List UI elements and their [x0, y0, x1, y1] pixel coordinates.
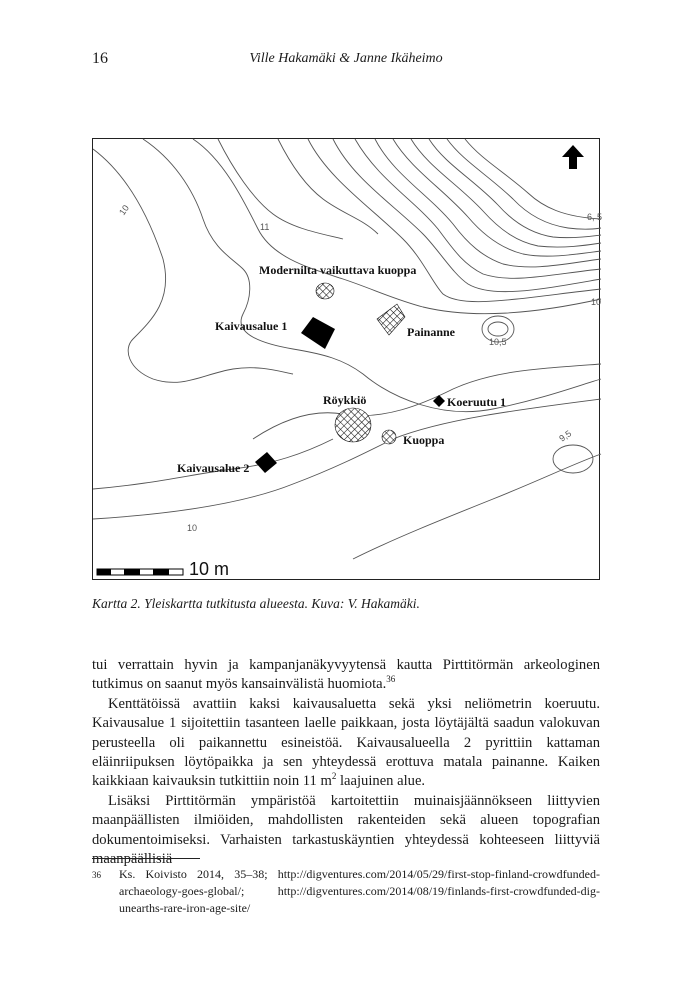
label-test-pit-1: Koeruutu 1 — [447, 395, 507, 409]
contour-label: 10 — [187, 523, 198, 533]
footnote-text: Ks. Koivisto 2014, 35–38; http://digventures.com/2014/05/29/first-stop-finland-crowdfunded-archaeology-goes-global/; http://digventures.com/2014/08/19/finlands-first-crowdfunded-dig-unearths-rare-iron-age-site/ — [119, 867, 600, 915]
label-modern-pit: Modernilta vaikuttava kuoppa — [259, 263, 417, 277]
body-text — [92, 656, 600, 869]
contour-label: 9,5 — [557, 428, 574, 444]
footnote-ref: 36 — [386, 674, 396, 685]
label-excavation-1: Kaivausalue 1 — [215, 319, 288, 333]
test-pit-1-marker — [433, 395, 445, 407]
paragraph-1-text: tui verrattain hyvin ja kampanjanäkyvyytensä kautta Pirttitörmän arkeologinen tutkimus on saanut myös kansainvälistä huomiota. — [92, 657, 600, 693]
paragraph: Lisäksi Pirttitörmän ympäristöä kartoitettiin muinaisjäännökseen liittyvien maanpäällisten ilmiöiden, mahdollisten rakenteiden sekä alueen topografian dokumentoimiseksi. Varhaisten tarkastuskäyntien yhteydessä kohteeseen liittyviä maanpäällisiä — [92, 792, 600, 868]
paragraph-2-text: Kenttätöissä avattiin kaksi kaivausaluetta sekä yksi neliömetrin koeruutu. Kaivausalue 1 sijoitettiin tasanteen laelle paikkaan, josta löytäjältä saadun valokuvan perusteella oli paikannettu esineistöä. Kaivausalueella 2 pyrittiin kattaman eläinriipuksen löytöpaikka ja sen yhteydessä erottuva matala painanne. Kaiken kaikkiaan kaivauksin tutkittiin noin 11 m — [92, 695, 600, 790]
contour-label: 6, 5 — [587, 212, 603, 222]
running-head: Ville Hakamäki & Janne Ikäheimo — [249, 51, 443, 66]
excavation-area-2-marker — [255, 452, 277, 473]
label-excavation-2: Kaivausalue 2 — [177, 461, 250, 475]
modern-pit-hatch — [316, 283, 334, 299]
contour-label: 10,5 — [489, 337, 507, 347]
label-cairn: Röykkiö — [323, 393, 367, 407]
paragraph-2-end: laajuinen alue. — [336, 773, 426, 790]
north-arrow-icon — [562, 145, 584, 169]
superscript: 2 — [331, 771, 337, 782]
pit-hatch — [382, 430, 396, 444]
footnote-rule — [92, 858, 200, 859]
figure-caption: Kartta 2. Yleiskartta tutkitusta alueesta. Kuva: V. Hakamäki. — [92, 596, 420, 611]
label-pit: Kuoppa — [403, 433, 445, 447]
contour-label: 11 — [260, 222, 270, 232]
scale-bar — [97, 569, 183, 575]
excavation-area-1-marker — [301, 317, 335, 349]
depression-hatch — [377, 304, 405, 335]
page-number: 16 — [92, 50, 108, 67]
paragraph — [92, 695, 600, 792]
footnote-number: 36 — [92, 870, 101, 880]
label-depression: Painanne — [407, 325, 456, 339]
cairn-hatch — [335, 408, 371, 442]
page-header — [92, 50, 600, 70]
contour-label: 10 — [117, 203, 131, 217]
scale-label: 10 m — [189, 559, 230, 579]
paragraph — [92, 656, 600, 695]
contour-map — [93, 139, 601, 581]
site-map — [92, 138, 603, 580]
contour-label: 10 — [591, 297, 602, 307]
